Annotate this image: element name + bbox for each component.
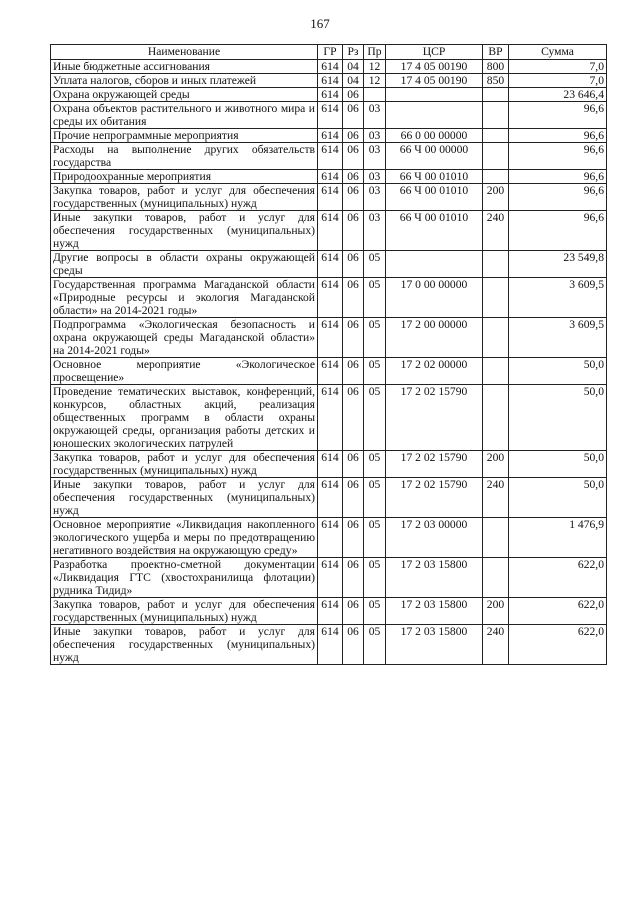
row-name: Закупка товаров, работ и услуг для обеспечения государственных (муниципальных) нужд: [51, 451, 318, 478]
row-name: Иные бюджетные ассигнования: [51, 60, 318, 74]
row-rz: 06: [343, 129, 364, 143]
row-csr: 17 4 05 00190: [386, 74, 483, 88]
row-sum: 96,6: [509, 129, 607, 143]
row-sum: 96,6: [509, 143, 607, 170]
row-csr: 66 Ч 00 01010: [386, 211, 483, 251]
header-name: Наименование: [51, 45, 318, 60]
row-vr: 200: [483, 184, 509, 211]
row-pr: 05: [364, 451, 386, 478]
row-name: Расходы на выполнение других обязательств государства: [51, 143, 318, 170]
table-row: [51, 451, 607, 478]
row-pr: [364, 88, 386, 102]
table-row: [51, 518, 607, 558]
row-rz: 06: [343, 278, 364, 318]
row-csr: 17 0 00 00000: [386, 278, 483, 318]
row-gr: 614: [318, 518, 343, 558]
row-sum: 622,0: [509, 598, 607, 625]
header-sum: Сумма: [509, 45, 607, 60]
header-vr: ВР: [483, 45, 509, 60]
row-name: Проведение тематических выставок, конференций, конкурсов, областных акций, реализация общественных программ в области охраны окружающей среды, организация работы детских и юношеских экологических патрулей: [51, 385, 318, 451]
row-gr: 614: [318, 211, 343, 251]
row-vr: 240: [483, 478, 509, 518]
row-vr: [483, 318, 509, 358]
row-name: Природоохранные мероприятия: [51, 170, 318, 184]
row-name: Охрана объектов растительного и животного мира и среды их обитания: [51, 102, 318, 129]
row-sum: 3 609,5: [509, 278, 607, 318]
row-csr: 17 2 00 00000: [386, 318, 483, 358]
row-name: Прочие непрограммные мероприятия: [51, 129, 318, 143]
row-csr: 17 4 05 00190: [386, 60, 483, 74]
row-name: Иные закупки товаров, работ и услуг для обеспечения государственных (муниципальных) нужд: [51, 211, 318, 251]
row-name: Закупка товаров, работ и услуг для обеспечения государственных (муниципальных) нужд: [51, 598, 318, 625]
row-vr: 240: [483, 211, 509, 251]
table-row: [51, 478, 607, 518]
row-gr: 614: [318, 251, 343, 278]
row-rz: 06: [343, 88, 364, 102]
row-vr: [483, 358, 509, 385]
row-rz: 06: [343, 385, 364, 451]
row-name: Закупка товаров, работ и услуг для обеспечения государственных (муниципальных) нужд: [51, 184, 318, 211]
row-gr: 614: [318, 170, 343, 184]
table-row: [51, 60, 607, 74]
row-rz: 06: [343, 451, 364, 478]
row-name: Охрана окружающей среды: [51, 88, 318, 102]
row-vr: [483, 518, 509, 558]
row-rz: 06: [343, 102, 364, 129]
row-vr: [483, 251, 509, 278]
table-row: [51, 184, 607, 211]
row-csr: 17 2 02 15790: [386, 385, 483, 451]
row-sum: 50,0: [509, 358, 607, 385]
row-vr: [483, 129, 509, 143]
table-row: [51, 129, 607, 143]
row-pr: 03: [364, 170, 386, 184]
row-csr: 66 Ч 00 00000: [386, 143, 483, 170]
table-row: [51, 318, 607, 358]
row-csr: 17 2 03 15800: [386, 558, 483, 598]
header-pr: Пр: [364, 45, 386, 60]
row-rz: 06: [343, 478, 364, 518]
table-row: [51, 88, 607, 102]
row-name: Иные закупки товаров, работ и услуг для обеспечения государственных (муниципальных) нужд: [51, 478, 318, 518]
row-name: Иные закупки товаров, работ и услуг для обеспечения государственных (муниципальных) нужд: [51, 625, 318, 665]
row-rz: 06: [343, 518, 364, 558]
table-row: [51, 143, 607, 170]
row-sum: 96,6: [509, 184, 607, 211]
row-sum: 23 646,4: [509, 88, 607, 102]
row-csr: 17 2 03 00000: [386, 518, 483, 558]
row-pr: 03: [364, 184, 386, 211]
row-sum: 50,0: [509, 385, 607, 451]
row-rz: 06: [343, 251, 364, 278]
row-csr: [386, 251, 483, 278]
row-pr: 05: [364, 625, 386, 665]
row-rz: 06: [343, 143, 364, 170]
row-pr: 05: [364, 318, 386, 358]
row-gr: 614: [318, 74, 343, 88]
row-name: Другие вопросы в области охраны окружающей среды: [51, 251, 318, 278]
row-pr: 05: [364, 518, 386, 558]
table-header-row: [51, 45, 607, 60]
table-row: [51, 385, 607, 451]
row-name: Разработка проектно-сметной документации «Ликвидация ГТС (хвостохранилища флотации) рудника Тидид»: [51, 558, 318, 598]
row-gr: 614: [318, 143, 343, 170]
row-vr: 850: [483, 74, 509, 88]
row-gr: 614: [318, 358, 343, 385]
row-vr: [483, 102, 509, 129]
row-sum: 7,0: [509, 74, 607, 88]
row-rz: 06: [343, 358, 364, 385]
row-name: Уплата налогов, сборов и иных платежей: [51, 74, 318, 88]
row-pr: 03: [364, 211, 386, 251]
row-pr: 12: [364, 74, 386, 88]
table-row: [51, 558, 607, 598]
row-gr: 614: [318, 318, 343, 358]
row-name: Подпрограмма «Экологическая безопасность и охрана окружающей среды Магаданской области» на 2014-2021 годы»: [51, 318, 318, 358]
table-row: [51, 211, 607, 251]
row-rz: 06: [343, 318, 364, 358]
header-csr: ЦСР: [386, 45, 483, 60]
row-sum: 50,0: [509, 451, 607, 478]
row-csr: 17 2 03 15800: [386, 625, 483, 665]
row-rz: 06: [343, 598, 364, 625]
row-rz: 06: [343, 170, 364, 184]
row-csr: 17 2 03 15800: [386, 598, 483, 625]
row-pr: 05: [364, 558, 386, 598]
row-sum: 3 609,5: [509, 318, 607, 358]
row-vr: 800: [483, 60, 509, 74]
table-row: [51, 251, 607, 278]
row-vr: 200: [483, 598, 509, 625]
budget-table: [50, 44, 607, 665]
row-pr: 05: [364, 251, 386, 278]
header-gr: ГР: [318, 45, 343, 60]
table-row: [51, 170, 607, 184]
table-row: [51, 278, 607, 318]
row-gr: 614: [318, 184, 343, 211]
row-csr: 66 Ч 00 01010: [386, 184, 483, 211]
row-pr: 12: [364, 60, 386, 74]
row-pr: 05: [364, 385, 386, 451]
table-row: [51, 102, 607, 129]
table-row: [51, 74, 607, 88]
row-name: Государственная программа Магаданской области «Природные ресурсы и экология Магаданской области» на 2014-2021 годы»: [51, 278, 318, 318]
row-gr: 614: [318, 478, 343, 518]
row-csr: [386, 88, 483, 102]
row-name: Основное мероприятие «Ликвидация накопленного экологического ущерба и меры по предотвращению негативного воздействия на окружающую среду»: [51, 518, 318, 558]
row-sum: 622,0: [509, 558, 607, 598]
header-rz: Рз: [343, 45, 364, 60]
row-csr: 66 0 00 00000: [386, 129, 483, 143]
row-rz: 06: [343, 558, 364, 598]
row-pr: 05: [364, 478, 386, 518]
row-gr: 614: [318, 558, 343, 598]
row-sum: 96,6: [509, 170, 607, 184]
row-csr: 66 Ч 00 01010: [386, 170, 483, 184]
row-sum: 622,0: [509, 625, 607, 665]
row-gr: 614: [318, 625, 343, 665]
row-pr: 03: [364, 143, 386, 170]
row-sum: 7,0: [509, 60, 607, 74]
row-sum: 1 476,9: [509, 518, 607, 558]
row-sum: 96,6: [509, 211, 607, 251]
row-vr: [483, 143, 509, 170]
row-vr: [483, 88, 509, 102]
row-vr: [483, 170, 509, 184]
table-row: [51, 625, 607, 665]
row-rz: 06: [343, 625, 364, 665]
row-sum: 23 549,8: [509, 251, 607, 278]
row-vr: 200: [483, 451, 509, 478]
row-rz: 04: [343, 60, 364, 74]
row-gr: 614: [318, 451, 343, 478]
row-csr: 17 2 02 00000: [386, 358, 483, 385]
row-pr: 03: [364, 129, 386, 143]
row-name: Основное мероприятие «Экологическое просвещение»: [51, 358, 318, 385]
row-gr: 614: [318, 278, 343, 318]
row-sum: 96,6: [509, 102, 607, 129]
row-rz: 04: [343, 74, 364, 88]
row-pr: 03: [364, 102, 386, 129]
row-csr: 17 2 02 15790: [386, 451, 483, 478]
row-rz: 06: [343, 184, 364, 211]
row-vr: 240: [483, 625, 509, 665]
table-row: [51, 598, 607, 625]
row-rz: 06: [343, 211, 364, 251]
page-number: 167: [310, 16, 330, 31]
row-csr: 17 2 02 15790: [386, 478, 483, 518]
row-sum: 50,0: [509, 478, 607, 518]
table-row: [51, 358, 607, 385]
row-pr: 05: [364, 358, 386, 385]
row-pr: 05: [364, 598, 386, 625]
row-gr: 614: [318, 129, 343, 143]
row-gr: 614: [318, 88, 343, 102]
row-vr: [483, 558, 509, 598]
row-gr: 614: [318, 60, 343, 74]
row-gr: 614: [318, 385, 343, 451]
row-gr: 614: [318, 598, 343, 625]
row-vr: [483, 278, 509, 318]
row-gr: 614: [318, 102, 343, 129]
row-vr: [483, 385, 509, 451]
row-csr: [386, 102, 483, 129]
row-pr: 05: [364, 278, 386, 318]
